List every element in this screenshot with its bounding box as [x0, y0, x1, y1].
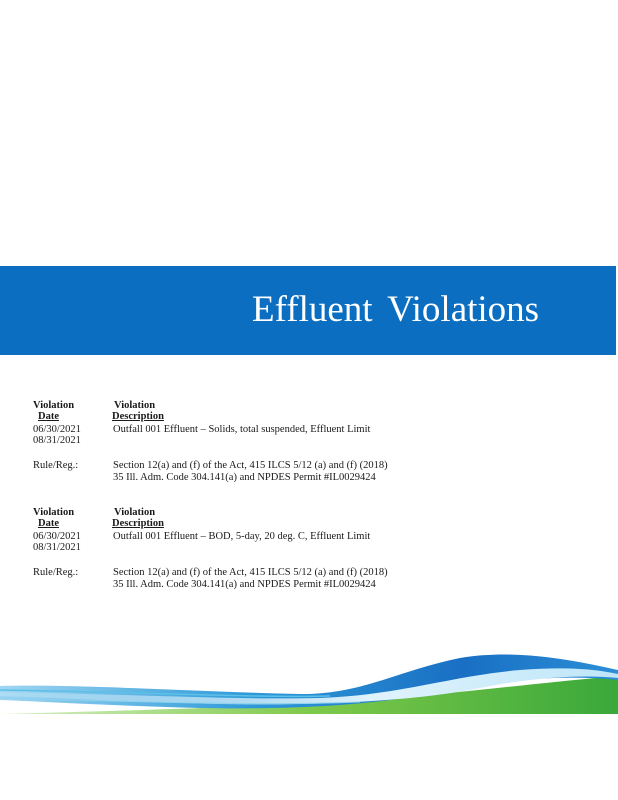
decorative-wave-footer: [0, 640, 618, 720]
page-title: Effluent Violations: [252, 289, 540, 330]
rule-label: Rule/Reg.:: [33, 460, 79, 471]
rule-text: Section 12(a) and (f) of the Act, 415 ILCS 5/12 (a) and (f) (2018): [113, 567, 388, 578]
violation-description: Outfall 001 Effluent – BOD, 5-day, 20 deg. C, Effluent Limit: [113, 531, 371, 542]
header-desc-line1: Violation: [114, 507, 156, 518]
header-desc-line2: Description: [112, 518, 164, 529]
header-date-line2: Date: [38, 411, 59, 422]
violation-date: 08/31/2021: [33, 542, 81, 553]
rule-text: 35 Ill. Adm. Code 304.141(a) and NPDES Permit #IL0029424: [113, 579, 376, 590]
header-desc-line2: Description: [112, 411, 164, 422]
header-desc-line1: Violation: [114, 400, 156, 411]
violation-date: 06/30/2021: [33, 424, 81, 435]
violation-date: 08/31/2021: [33, 435, 81, 446]
header-date-line1: Violation: [33, 400, 75, 411]
violation-description: Outfall 001 Effluent – Solids, total suspended, Effluent Limit: [113, 424, 371, 435]
rule-text: Section 12(a) and (f) of the Act, 415 ILCS 5/12 (a) and (f) (2018): [113, 460, 388, 471]
rule-text: 35 Ill. Adm. Code 304.141(a) and NPDES Permit #IL0029424: [113, 472, 376, 483]
rule-label: Rule/Reg.:: [33, 567, 79, 578]
header-date-line1: Violation: [33, 507, 75, 518]
violation-date: 06/30/2021: [33, 531, 81, 542]
header-date-line2: Date: [38, 518, 59, 529]
